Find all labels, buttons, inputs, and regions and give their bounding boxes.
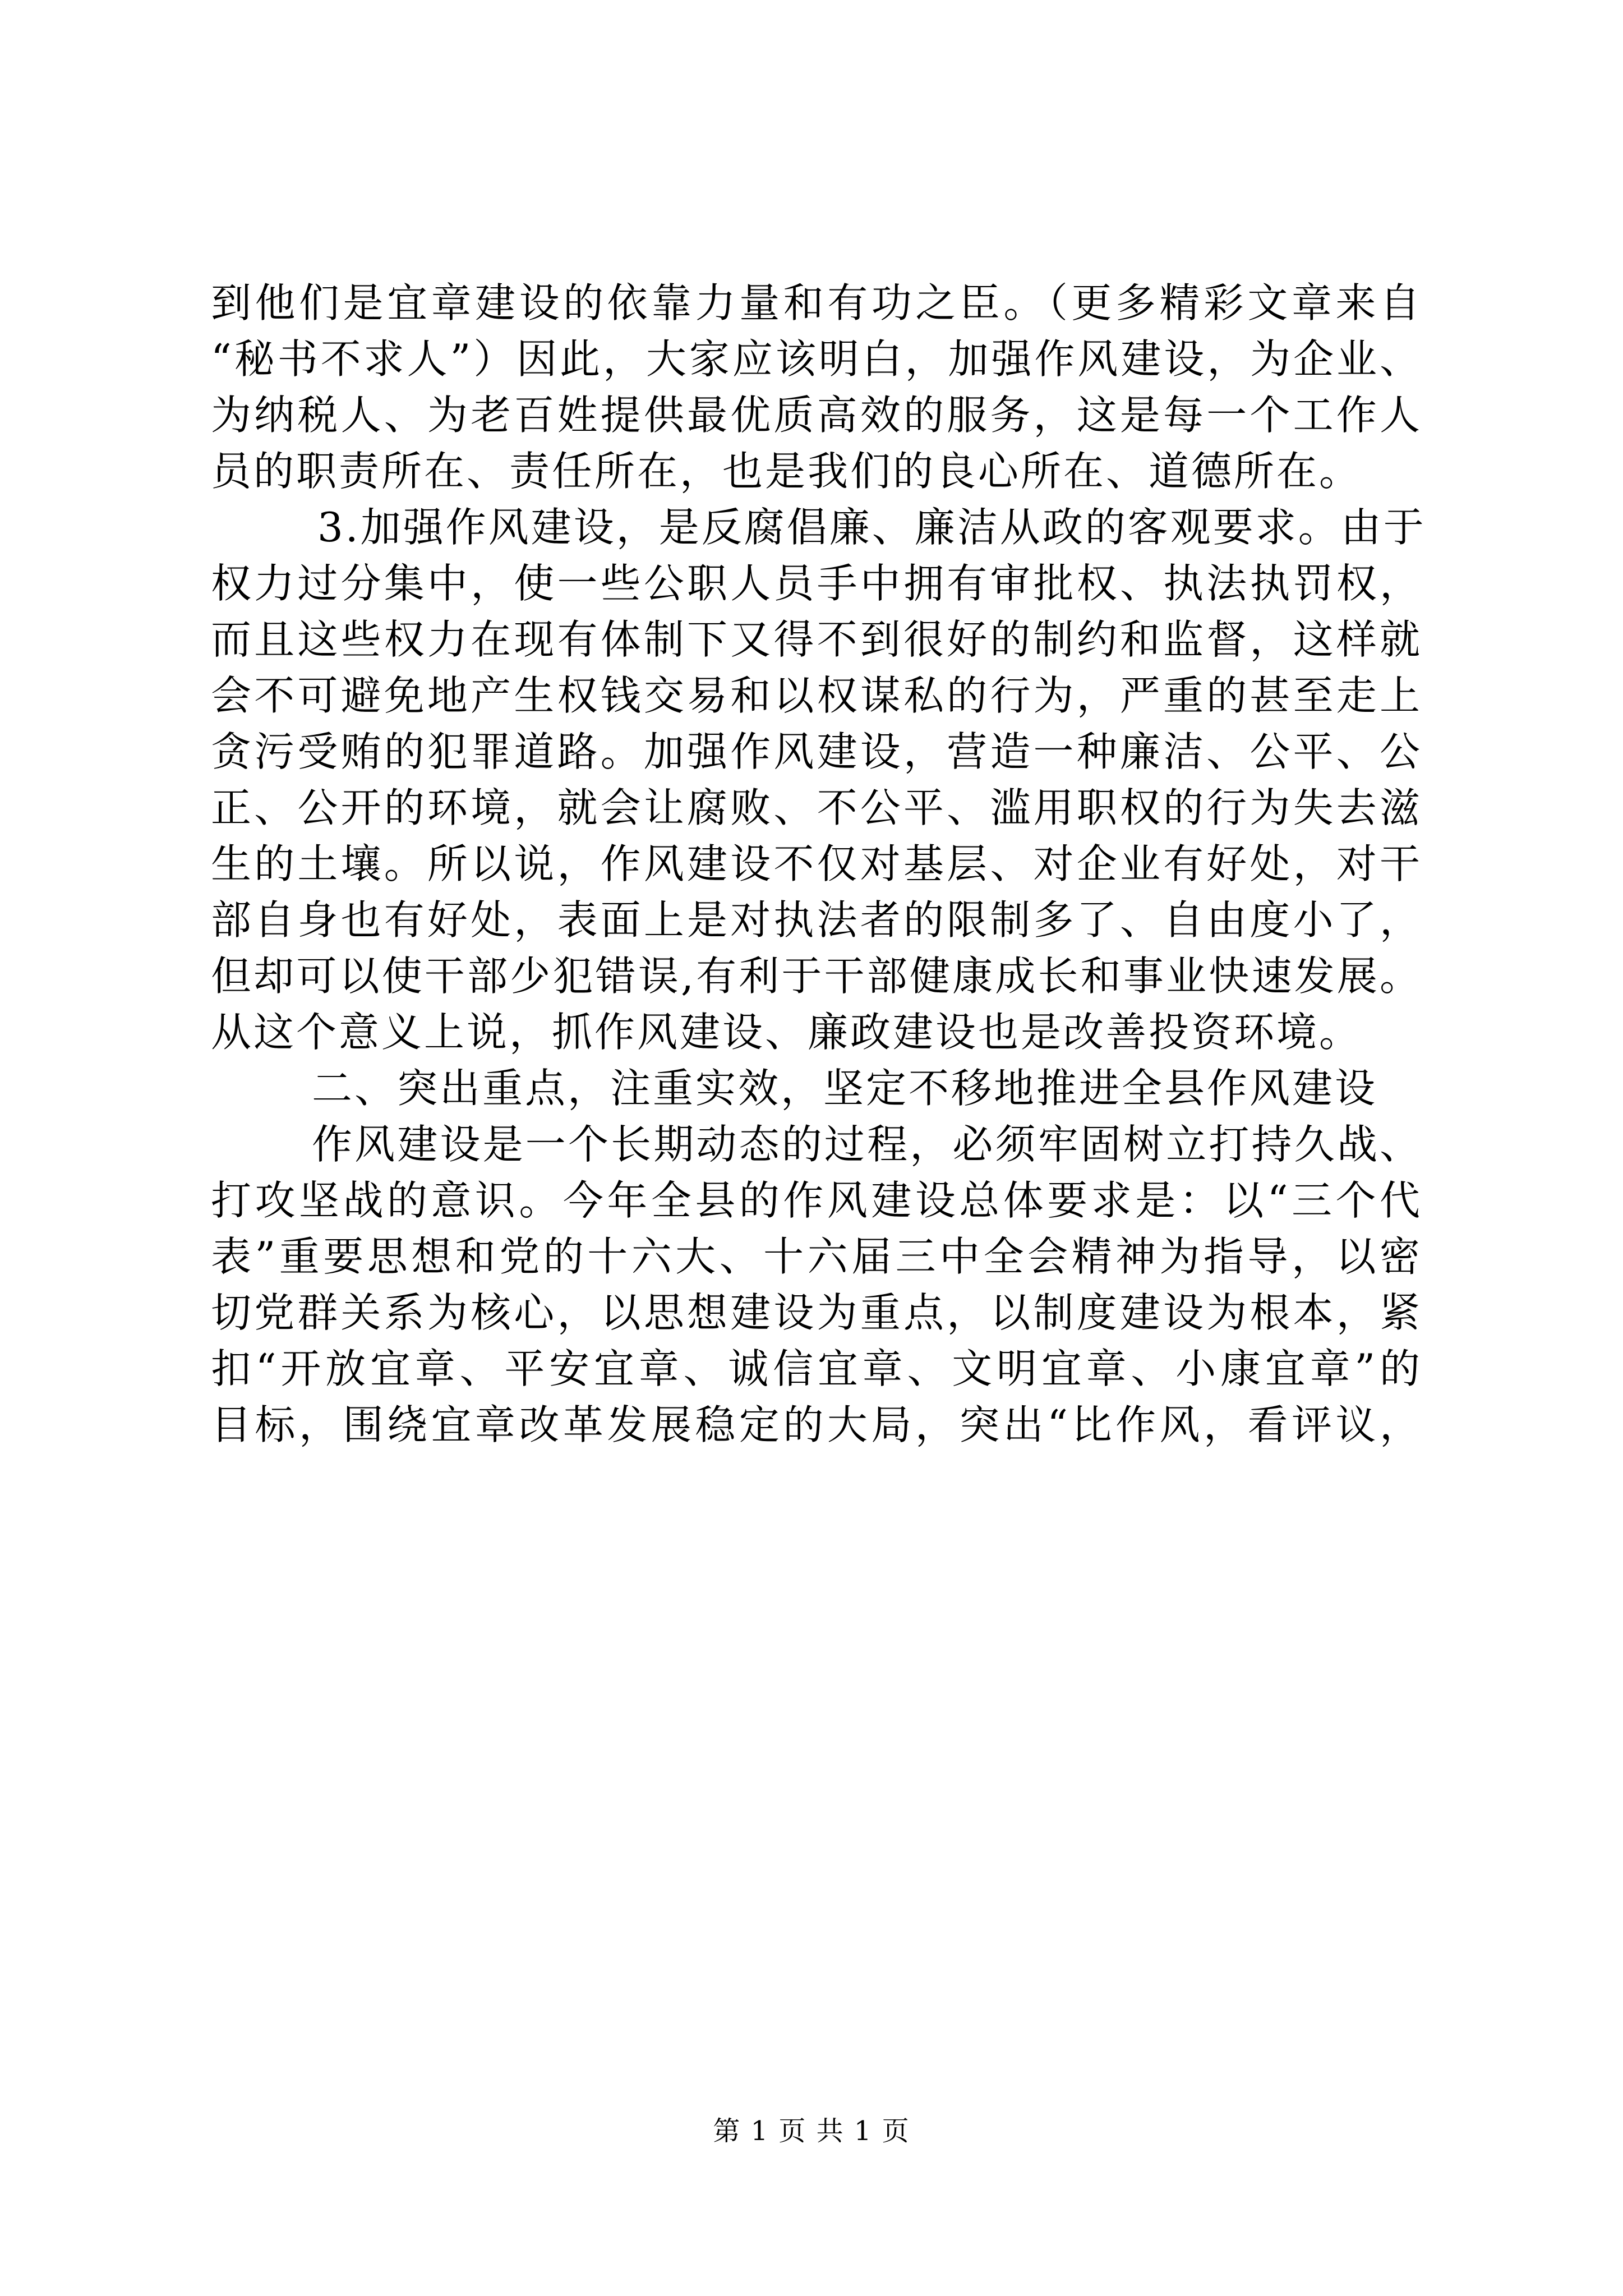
text-line: 打攻坚战的意识。今年全县的作风建设总体要求是：以“三个代: [211, 1177, 1422, 1224]
text-line: 员的职责所在、责任所在，也是我们的良心所在、道德所在。: [211, 448, 1362, 495]
text-line: 正、公开的环境，就会让腐败、不公平、滥用职权的行为失去滋: [211, 784, 1422, 831]
text-line: 生的土壤。所以说，作风建设不仅对基层、对企业有好处，对干: [211, 840, 1422, 887]
text-line: 为纳税人、为老百姓提供最优质高效的服务，这是每一个工作人: [211, 392, 1422, 439]
text-line: 目标，围绕宜章改革发展稳定的大局，突出“比作风，看评议，: [211, 1401, 1422, 1448]
text-line: 会不可避免地产生权钱交易和以权谋私的行为，严重的甚至走上: [211, 672, 1422, 719]
text-line: 部自身也有好处，表面上是对执法者的限制多了、自由度小了，: [211, 896, 1422, 944]
text-line: 贪污受贿的犯罪道路。加强作风建设，营造一种廉洁、公平、公: [211, 728, 1422, 775]
text-line: 作风建设是一个长期动态的过程，必须牢固树立打持久战、: [312, 1121, 1422, 1168]
text-line: 3.加强作风建设，是反腐倡廉、廉洁从政的客观要求。由于: [317, 504, 1426, 551]
section-heading: 二、突出重点，注重实效，坚定不移地推进全县作风建设: [312, 1065, 1378, 1112]
text-line: 表”重要思想和党的十六大、十六届三中全会精神为指导，以密: [211, 1233, 1422, 1280]
text-line: 从这个意义上说，抓作风建设、廉政建设也是改善投资环境。: [211, 1009, 1362, 1056]
text-line: 到他们是宜章建设的依靠力量和有功之臣。（更多精彩文章来自: [211, 279, 1422, 326]
text-line: 切党群关系为核心，以思想建设为重点，以制度建设为根本，紧: [211, 1289, 1422, 1336]
text-line: “秘书不求人”）因此，大家应该明白，加强作风建设，为企业、: [211, 335, 1422, 383]
page-number-label: 第 1 页 共 1 页: [713, 2115, 910, 2147]
page-footer: [0, 2109, 1623, 2148]
text-line: 但却可以使干部少犯错误,有利于干部健康成长和事业快速发展。: [211, 953, 1422, 1000]
text-line: 而且这些权力在现有体制下又得不到很好的制约和监督，这样就: [211, 616, 1422, 663]
text-line: 权力过分集中，使一些公职人员手中拥有审批权、执法执罚权，: [211, 560, 1422, 607]
document-body: [211, 275, 1426, 1453]
text-line: 扣“开放宜章、平安宜章、诚信宜章、文明宜章、小康宜章”的: [211, 1345, 1422, 1392]
